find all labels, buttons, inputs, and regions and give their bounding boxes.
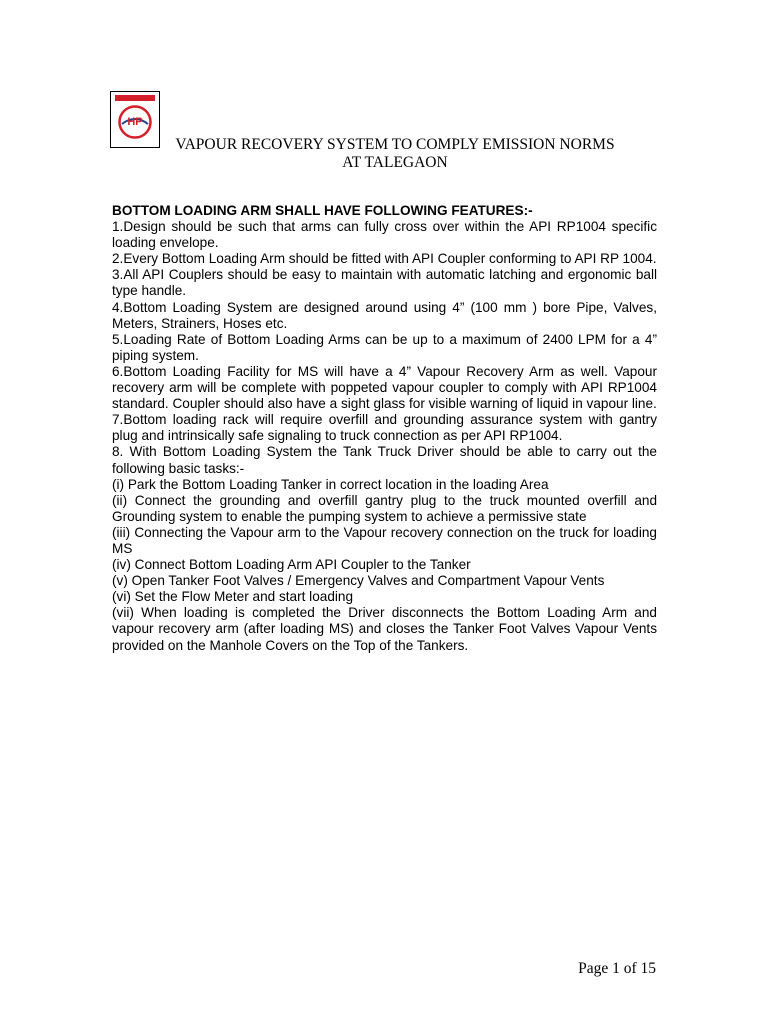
task-item-ii: (ii) Connect the grounding and overfill gantry plug to the truck mounted overfill and Grounding system to enable the pumping system to achieve a permissive state bbox=[112, 492, 657, 524]
task-item-iv: (iv) Connect Bottom Loading Arm API Coupler to the Tanker bbox=[112, 557, 471, 573]
paragraph-item-3: 3.All API Couplers should be easy to maintain with automatic latching and ergonomic ball type handle. bbox=[112, 267, 657, 299]
task-item-vii: (vii) When loading is completed the Driver disconnects the Bottom Loading Arm and vapour recovery arm (after loading MS) and closes the Tanker Foot Valves Vapour Vents provided on the Manhole Covers on the Top of the Tankers. bbox=[112, 605, 657, 653]
paragraph-item-2: 2.Every Bottom Loading Arm should be fitted with API Coupler conforming to API RP 1004. bbox=[112, 251, 657, 267]
logo-text: HP bbox=[127, 116, 143, 128]
paragraph-item-7: 7.Bottom loading rack will require overfill and grounding assurance system with gantry plug and intrinsically safe signaling to truck connection as per API RP1004. bbox=[112, 412, 657, 444]
task-item-iii: (iii) Connecting the Vapour arm to the Vapour recovery connection on the truck for loading MS bbox=[112, 524, 657, 556]
document-title-line2: AT TALEGAON bbox=[342, 154, 448, 171]
paragraph-item-4: 4.Bottom Loading System are designed around using 4” (100 mm ) bore Pipe, Valves, Meters, Strainers, Hoses etc. bbox=[112, 299, 657, 331]
paragraph-item-6: 6.Bottom Loading Facility for MS will have a 4” Vapour Recovery Arm as well. Vapour recovery arm will be complete with poppeted vapour coupler to comply with API RP1004 standard. Coupler should also have a sight glass for visible warning of liquid in vapour line. bbox=[112, 363, 657, 412]
logo-banner bbox=[115, 95, 155, 101]
document-title-line1: VAPOUR RECOVERY SYSTEM TO COMPLY EMISSION NORMS bbox=[175, 136, 615, 153]
task-item-vi: (vi) Set the Flow Meter and start loading bbox=[112, 589, 354, 605]
task-item-i: (i) Park the Bottom Loading Tanker in correct location in the loading Area bbox=[112, 476, 549, 492]
page-number: Page 1 of 15 bbox=[578, 960, 656, 977]
task-item-v: (v) Open Tanker Foot Valves / Emergency Valves and Compartment Vapour Vents bbox=[112, 573, 605, 589]
hp-logo-icon bbox=[118, 105, 152, 139]
section-heading: BOTTOM LOADING ARM SHALL HAVE FOLLOWING FEATURES:- bbox=[112, 203, 533, 218]
paragraph-item-8: 8. With Bottom Loading System the Tank Truck Driver should be able to carry out the following basic tasks:- bbox=[112, 444, 657, 476]
paragraph-item-1: 1.Design should be such that arms can fully cross over within the API RP1004 specific loading envelope. bbox=[112, 219, 657, 251]
document-body bbox=[112, 203, 657, 654]
paragraph-item-5: 5.Loading Rate of Bottom Loading Arms can be up to a maximum of 2400 LPM for a 4” piping system. bbox=[112, 331, 657, 363]
